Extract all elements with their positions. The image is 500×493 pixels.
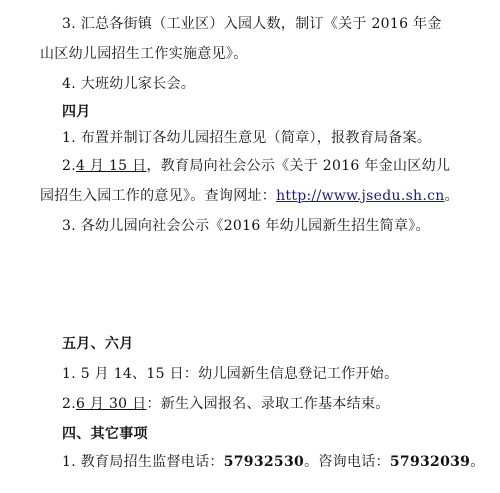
- april-item2-date: 4 月 15 日: [75, 158, 147, 174]
- supervision-phone: 57932530: [223, 454, 305, 470]
- april-heading: 四月: [62, 104, 91, 120]
- april-item2-line2-text: 园招生入园工作的意见》。查询网址：: [40, 188, 277, 204]
- other-item1: [62, 452, 485, 472]
- may-item2-prefix: 2.: [62, 396, 76, 412]
- other-item1-end: 。: [470, 454, 485, 470]
- may-item2: [62, 394, 390, 414]
- april-item2-end: 。: [444, 188, 459, 204]
- other-item1-text2: 。咨询电话：: [304, 454, 390, 470]
- item3-line1: 3. 汇总各街镇（工业区）入园人数，制订《关于 2016 年金: [62, 16, 442, 32]
- may-item1: 1. 5 月 14、15 日：幼儿园新生信息登记工作开始。: [62, 366, 399, 382]
- consult-phone: 57932039: [389, 454, 471, 470]
- april-item2-line2: [40, 186, 459, 206]
- april-item2-line1: [62, 156, 450, 176]
- item4: 4. 大班幼儿家长会。: [62, 76, 196, 92]
- april-item2-prefix: 2.: [62, 158, 76, 174]
- may-june-heading: 五月、六月: [62, 336, 134, 352]
- april-item3: 3. 各幼儿园向社会公示《2016 年幼儿园新生招生简章》。: [62, 218, 430, 234]
- april-item2-rest: ，教育局向社会公示《关于 2016 年金山区幼儿: [146, 158, 451, 174]
- jsedu-link[interactable]: http://www.jsedu.sh.cn: [276, 188, 445, 204]
- april-item1: 1. 布置并制订各幼儿园招生意见（简章），报教育局备案。: [62, 130, 432, 146]
- may-item2-date: 6 月 30 日: [75, 396, 147, 412]
- may-item2-rest: ：新生入园报名、录取工作基本结束。: [146, 396, 390, 412]
- item3-line2: 山区幼儿园招生工作实施意见》。: [40, 46, 248, 62]
- other-item1-text1: 1. 教育局招生监督电话：: [62, 454, 224, 470]
- section4-heading: 四、其它事项: [62, 426, 148, 442]
